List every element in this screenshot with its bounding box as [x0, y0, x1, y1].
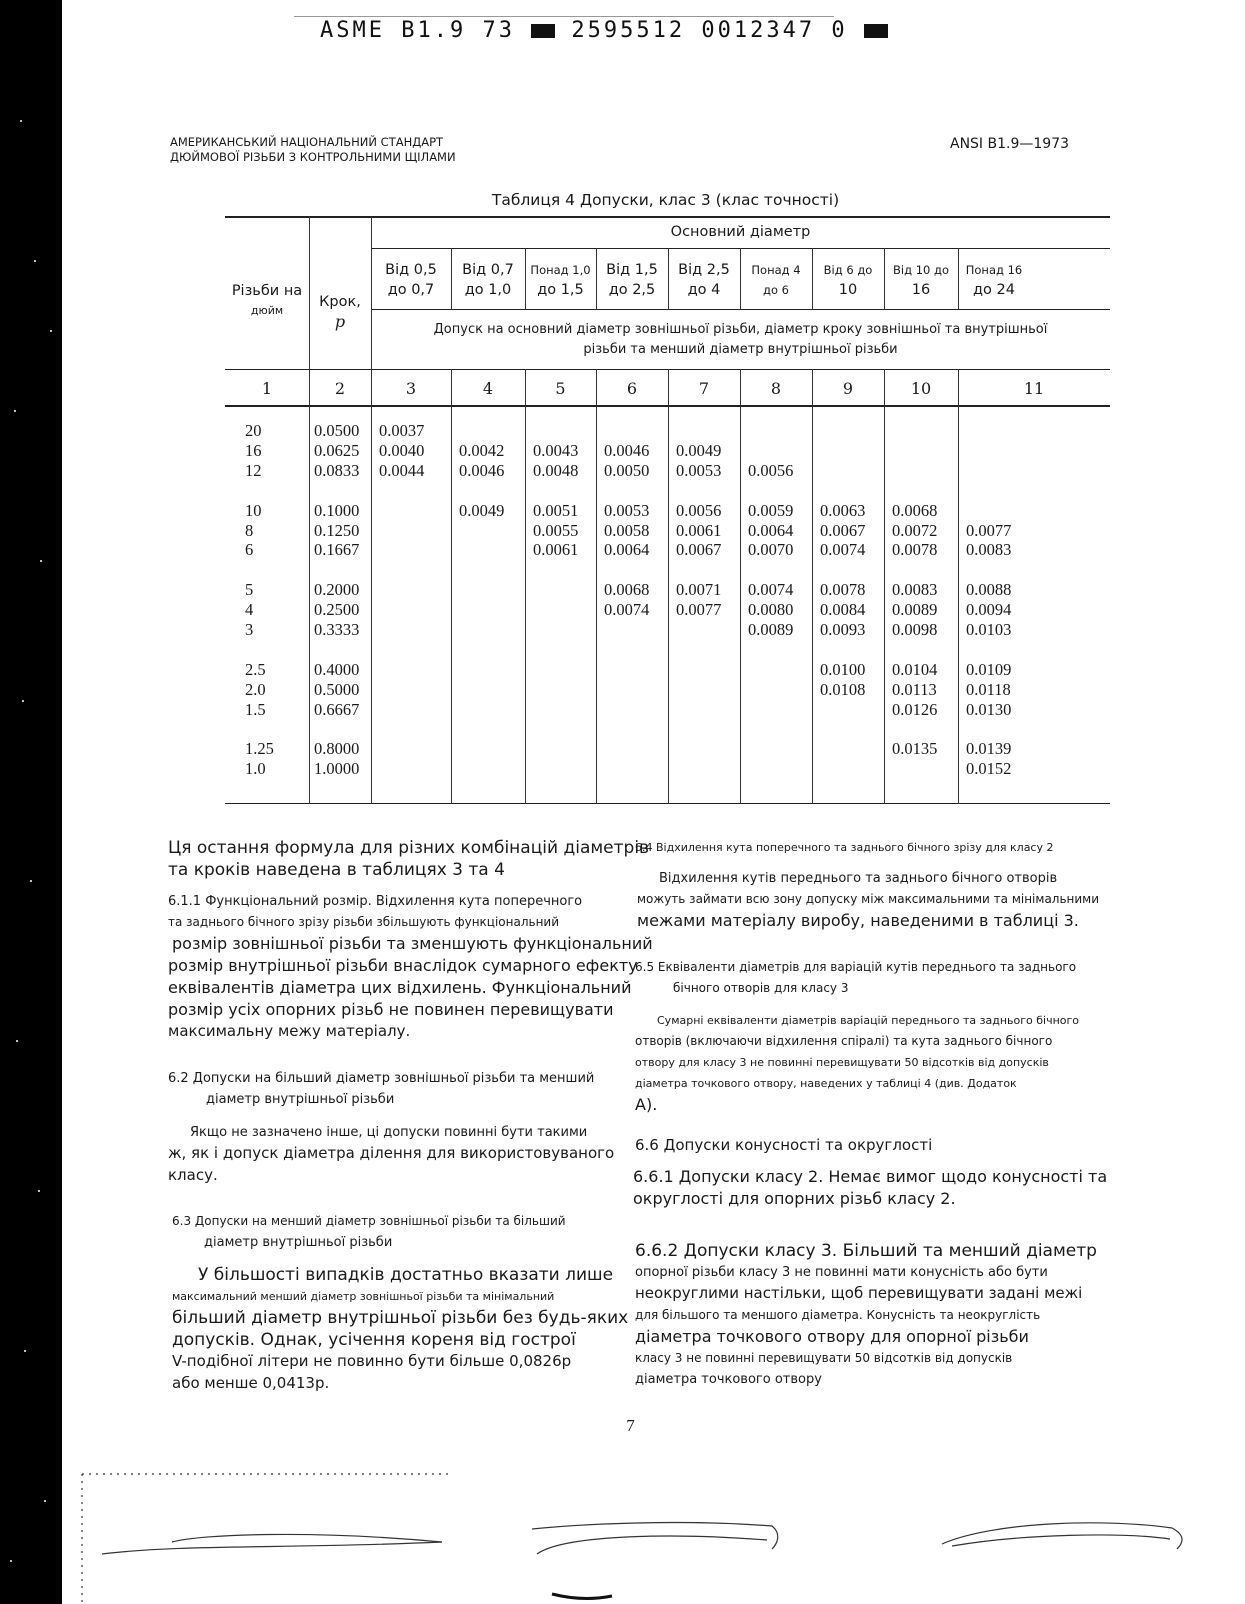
tolerance-cell: 0.0098 — [892, 620, 938, 639]
threads-per-inch-cell: 1.0 — [245, 759, 266, 779]
tolerance-cell: 0.0100 — [820, 659, 866, 679]
paragraph-formula-note: Ця остання формула для різних комбінацій діаметрів та кроків наведена в таблицях 3 та 4 — [168, 838, 650, 880]
range-header: Від 6 до 10 — [823, 263, 873, 298]
tolerance-cell: 0.0042 — [459, 440, 505, 460]
pitch-cell: 0.0625 — [314, 440, 360, 460]
column-number: 10 — [910, 379, 932, 398]
threads-per-inch-cell: 20 — [245, 421, 262, 440]
range-header: Від 1,5 до 2,5 — [606, 262, 658, 298]
threads-per-inch-cell: 4 — [245, 600, 254, 620]
tolerance-cell: 0.0103 — [966, 620, 1012, 639]
tolerance-cell: 0.0061 — [533, 540, 579, 560]
tolerance-cell: 0.0070 — [748, 540, 794, 560]
tolerance-cell: 0.0049 — [459, 500, 505, 520]
column-number: 4 — [482, 379, 494, 398]
tolerance-cell: 0.0050 — [604, 460, 650, 480]
range-header: Від 0,7 до 1,0 — [462, 262, 514, 298]
threads-per-inch-cell: 1.25 — [245, 739, 274, 759]
tolerance-cell: 0.0089 — [892, 600, 938, 620]
pitch-cell: 0.0833 — [314, 460, 360, 480]
tolerance-cell: 0.0089 — [748, 620, 794, 639]
tolerance-cell: 0.0043 — [533, 440, 579, 460]
tolerance-cell: 0.0071 — [676, 580, 722, 600]
scan-top-rule — [294, 16, 834, 17]
tolerance-cell: 0.0074 — [748, 580, 794, 600]
tolerance-cell: 0.0046 — [604, 440, 650, 460]
tolerance-cell: 0.0064 — [748, 520, 794, 540]
pitch-header: Крок, p — [319, 294, 361, 331]
tolerance-cell: 0.0109 — [966, 659, 1012, 679]
tolerance-cell: 0.0093 — [820, 620, 866, 639]
column-divider — [451, 369, 452, 804]
tolerance-cell: 0.0130 — [966, 699, 1012, 719]
threads-per-inch-cell: 16 — [245, 440, 262, 460]
tolerance-cell: 0.0074 — [604, 600, 650, 620]
pitch-cell: 1.0000 — [314, 759, 360, 779]
tolerance-cell: 0.0049 — [676, 440, 722, 460]
scan-black-margin — [0, 0, 62, 1604]
pitch-cell: 0.4000 — [314, 659, 360, 679]
tolerance-cell: 0.0074 — [820, 540, 866, 560]
range-header: Понад 1,0 до 1,5 — [530, 263, 591, 298]
range-header: Від 0,5 до 0,7 — [385, 262, 437, 298]
tolerance-cell: 0.0063 — [820, 500, 866, 520]
section-6-5-heading: 6.5 Еквіваленти діаметрів для варіацій кутів переднього та заднього бічного отворів для класу 3 — [635, 960, 1077, 995]
tolerance-cell: 0.0059 — [748, 500, 794, 520]
tolerance-cell: 0.0061 — [676, 520, 722, 540]
column-divider — [958, 369, 959, 804]
column-number: 2 — [334, 379, 346, 398]
tolerance-cell: 0.0084 — [820, 600, 866, 620]
tolerance-cell: 0.0068 — [892, 500, 938, 520]
table-caption: Таблиця 4 Допуски, клас 3 (клас точності) — [491, 191, 840, 209]
tolerance-cell: 0.0094 — [966, 600, 1012, 620]
tolerance-cell: 0.0077 — [676, 600, 722, 620]
threads-per-inch-cell: 1.5 — [245, 699, 266, 719]
pitch-cell: 0.1667 — [314, 540, 360, 560]
tolerance-table — [225, 216, 1110, 806]
section-6-2-heading: 6.2 Допуски на більший діаметр зовнішньої різьби та менший діаметр внутрішньої різьби — [168, 1071, 595, 1107]
section-6-2-text: Якщо не зазначено інше, ці допуски повинні бути такими ж, як і допуск діаметра ділення для використовуваного класу. — [168, 1125, 615, 1184]
threads-per-inch-cell: 6 — [245, 540, 254, 560]
basic-diameter-header: Основний діаметр — [670, 224, 811, 240]
tolerance-cell: 0.0078 — [820, 580, 866, 600]
tolerance-cell: 0.0126 — [892, 699, 938, 719]
tolerance-cell: 0.0053 — [676, 460, 722, 480]
tolerance-cell: 0.0048 — [533, 460, 579, 480]
tolerance-cell: 0.0046 — [459, 460, 505, 480]
threads-per-inch-cell: 12 — [245, 460, 262, 480]
standard-title-line-2: ДЮЙМОВОЇ РІЗЬБИ З КОНТРОЛЬНИМИ ЩІЛАМИ — [170, 150, 456, 164]
range-header: Від 2,5 до 4 — [678, 262, 730, 298]
tolerance-cell: 0.0067 — [820, 520, 866, 540]
section-6-3-heading: 6.3 Допуски на менший діаметр зовнішньої різьби та більший діаметр внутрішньої різьби — [172, 1214, 566, 1250]
pitch-cell: 0.5000 — [314, 679, 360, 699]
tolerance-cell: 0.0108 — [820, 679, 866, 699]
tolerance-cell: 0.0104 — [892, 659, 938, 679]
range-header: Від 10 до 16 — [893, 263, 949, 298]
threads-per-inch-cell: 2.0 — [245, 679, 266, 699]
standard-number: ANSI B1.9—1973 — [950, 136, 1070, 152]
threads-per-inch-cell: 3 — [245, 620, 254, 639]
column-divider — [525, 369, 526, 804]
pitch-cell: 0.2000 — [314, 580, 360, 600]
tolerance-cell: 0.0056 — [748, 460, 794, 480]
threads-per-inch-cell: 10 — [245, 500, 262, 520]
tolerance-cell: 0.0055 — [533, 520, 579, 540]
tolerance-cell: 0.0077 — [966, 520, 1012, 540]
column-number: 3 — [405, 379, 417, 398]
section-6-6-2: 6.6.2 Допуски класу 3. Більший та менший діаметр опорної різьби класу 3 не повинні мати конусність або бути неокруглими настільки, щоб перевищувати задані межі для більшого та меншого діаметра. Конусність та неокруглість діаметра точкового отвору для опорної різьби класу 3 не повинні перевищувати 50 відсотків від допусків діаметра точкового отвору — [635, 1241, 1097, 1387]
scan-artifacts — [62, 1454, 1245, 1604]
pitch-cell: 0.0500 — [314, 421, 360, 440]
tolerance-cell: 0.0067 — [676, 540, 722, 560]
threads-per-inch-cell: 5 — [245, 580, 254, 600]
column-number: 7 — [698, 379, 710, 398]
threads-per-inch-cell: 8 — [245, 520, 254, 540]
column-number: 6 — [626, 379, 638, 398]
tolerance-cell: 0.0068 — [604, 580, 650, 600]
tolerance-cell: 0.0113 — [892, 679, 937, 699]
range-header: Понад 16 до 24 — [965, 263, 1023, 298]
tolerance-cell: 0.0064 — [604, 540, 650, 560]
column-number: 5 — [555, 379, 566, 398]
threads-per-inch-cell: 2.5 — [245, 659, 266, 679]
section-6-4-text: Відхилення кутів переднього та заднього бічного отворів можуть займати всю зону допуску між максимальними та мінімальними межами матеріалу виробу, наведеними в таблиці 3. — [637, 871, 1100, 930]
tolerance-cell: 0.0135 — [892, 739, 938, 759]
column-number: 1 — [261, 379, 273, 398]
section-6-6-heading: 6.6 Допуски конусності та округлості — [635, 1136, 933, 1154]
tolerance-cell: 0.0083 — [892, 580, 938, 600]
tolerance-cell: 0.0072 — [892, 520, 938, 540]
column-divider — [596, 369, 597, 804]
tolerance-cell: 0.0080 — [748, 600, 794, 620]
pitch-cell: 0.1000 — [314, 500, 360, 520]
tolerance-cell: 0.0083 — [966, 540, 1012, 560]
pitch-cell: 0.1250 — [314, 520, 360, 540]
pitch-cell: 0.2500 — [314, 600, 360, 620]
section-6-4-heading: 6.4 Відхилення кута поперечного та заднього бічного зрізу для класу 2 — [635, 841, 1054, 854]
tolerance-cell: 0.0088 — [966, 580, 1012, 600]
tolerance-cell: 0.0056 — [676, 500, 722, 520]
tolerance-cell: 0.0053 — [604, 500, 650, 520]
page-number: 7 — [626, 1416, 635, 1435]
tolerance-note: Допуск на основний діаметр зовнішньої різьби, діаметр кроку зовнішньої та внутрішньої різьби та менший діаметр внутрішньої різьби — [433, 322, 1048, 357]
standard-title — [170, 135, 456, 165]
table-top-rule — [225, 216, 1110, 218]
document-page — [62, 0, 1245, 1604]
tolerance-cell: 0.0152 — [966, 759, 1012, 779]
threads-per-inch-header: Різьби на дюйм — [231, 283, 303, 317]
document-code: ASME B1.9 73 2595512 0012347 0 — [320, 18, 888, 43]
section-6-3-text: У більшості випадків достатньо вказати лише максимальний менший діаметр зовнішньої різьби та мінімальний більший діаметр внутрішньої різьби без будь-яких допусків. Однак, усічення кореня від гострої V-подібної літери не повинно бути більше 0,0826p або менше 0,0413p. — [172, 1265, 629, 1392]
column-number: 9 — [842, 379, 854, 398]
tolerance-cell: 0.0118 — [966, 679, 1011, 699]
range-header-rule — [371, 309, 1110, 310]
tolerance-cell: 0.0037 — [379, 421, 425, 440]
range-header: Понад 4 до 6 — [751, 263, 801, 297]
tolerance-cell: 0.0058 — [604, 520, 650, 540]
tolerance-cell: 0.0078 — [892, 540, 938, 560]
column-number: 8 — [770, 379, 782, 398]
tolerance-cell: 0.0044 — [379, 460, 425, 480]
section-6-6-1: 6.6.1 Допуски класу 2. Немає вимог щодо конусності та округлості для опорних різьб класу 2. — [633, 1167, 1108, 1208]
tolerance-cell: 0.0040 — [379, 440, 425, 460]
pitch-cell: 0.6667 — [314, 699, 360, 719]
column-number: 11 — [1023, 379, 1045, 398]
pitch-cell: 0.3333 — [314, 620, 360, 639]
tolerance-cell: 0.0139 — [966, 739, 1012, 759]
standard-title-line-1: АМЕРИКАНСЬКИЙ НАЦІОНАЛЬНИЙ СТАНДАРТ — [170, 135, 444, 149]
tolerance-cell: 0.0051 — [533, 500, 579, 520]
section-6-5-text: Сумарні еквіваленти діаметрів варіацій переднього та заднього бічного отворів (включаючи відхилення спіралі) та кута заднього бічного отвору для класу 3 не повинні перевищувати 50 відсотків від допусків діаметра точкового отвору, наведених у таблиці 4 (див. Додаток A). — [635, 1014, 1080, 1114]
pitch-cell: 0.8000 — [314, 739, 360, 759]
section-6-1-1: 6.1.1 Функціональний розмір. Відхилення кута поперечного та заднього бічного зрізу різьби збільшують функціональний розмір зовнішньої різьби та зменшують функціональний розмір внутрішньої різьби внаслідок сумарного ефекту еквівалентів діаметра цих відхилень. Функціональний розмір усіх опорних різьб не повинен перевищувати максимальну межу матеріалу. — [168, 894, 653, 1040]
